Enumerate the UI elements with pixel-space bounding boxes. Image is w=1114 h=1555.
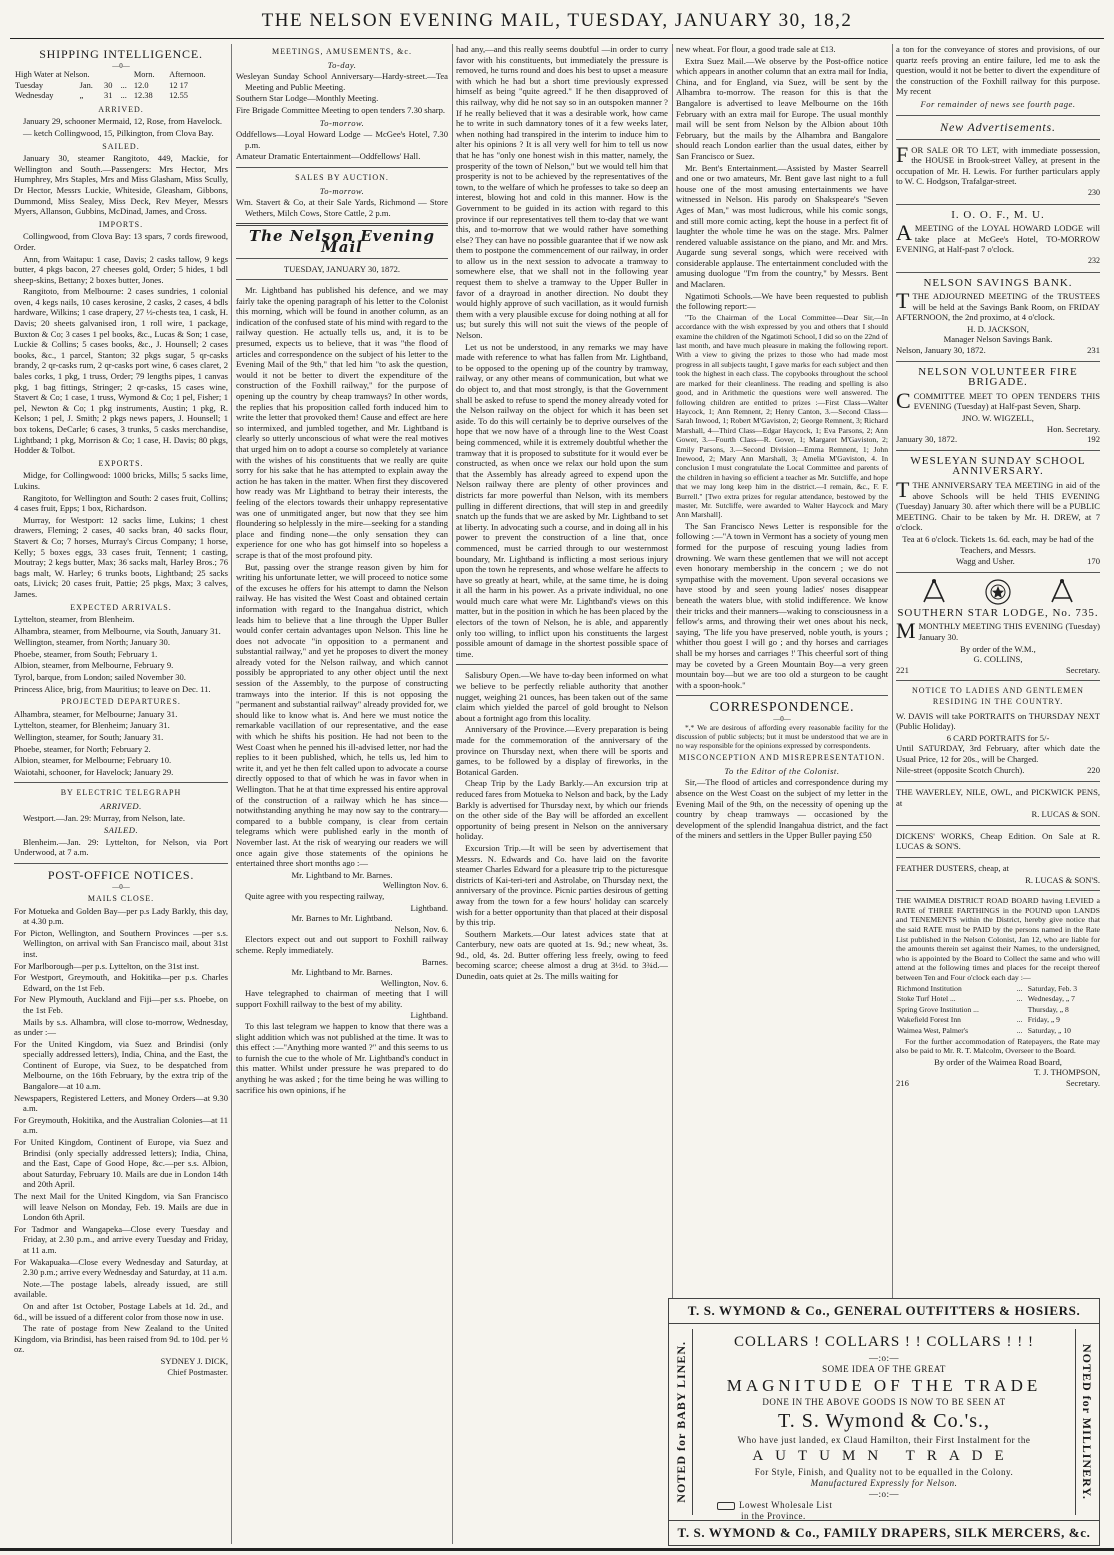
drop-cap: T — [896, 477, 910, 502]
ad-text: Until SATURDAY, 3rd February, after which date the Usual Price, 12 for 20s., will be Charged. — [896, 743, 1100, 764]
section-rule — [896, 825, 1100, 826]
section-rule — [236, 258, 448, 259]
ad-sign-line — [896, 665, 1100, 676]
expected-entry: Phoebe, steamer, from South; February 1. — [14, 648, 158, 659]
post-office-heading: POST-OFFICE NOTICES. — [47, 867, 195, 882]
section-rule — [896, 361, 1100, 362]
tide-label: High Water at Nelson. — [15, 70, 90, 79]
tide-row: Tuesday Jan. 30 ... 12.0 12 17 — [15, 80, 188, 90]
meetings-heading: MEETINGS, AMUSEMENTS, &c. — [272, 47, 412, 56]
arrival-entry: — ketch Collingwood, 15, Pilkington, from Clova Bay. — [23, 127, 214, 138]
telegram-body: Electors expect out and out support to Foxhill railway scheme. Reply immediately. — [236, 934, 448, 955]
section-rule — [896, 890, 1100, 891]
ad-text: THE WAVERLEY, NILE, OWL, and PICKWICK PENS, at — [896, 787, 1100, 808]
mail-entry: For Westport, Greymouth, and Hokitika—per p.s. Charles Edward, on the 1st Feb. — [14, 972, 228, 993]
ad-signature: R. LUCAS & SON'S. — [1025, 874, 1100, 885]
section-rule — [896, 115, 1100, 116]
news-paragraph: Excursion Trip.—It will be seen by advertisement that Messrs. N. Edwards and Co. have laid on the favorite steamer Charles Edward for a pleasure trip to the picturesque districts of Kai-teri-teri and Astrolabe, on Thursday next, the anniversary of the province. Picnic parties desirous of getting away from the town for a few hours' holiday can scarcely wish for a better opportunity than that placed at their disposal by this trip. — [456, 842, 668, 928]
ornament: —0— — [112, 62, 130, 70]
ad-feather-dusters — [896, 863, 1100, 885]
ad-portraits — [896, 711, 1100, 777]
school-report: "To the Chairman of the Local Committee—Dear Sir,—In accordance with the wish expressed by you and others that I should examine the children of the Ngatimoti School, I did so on the 22nd of last month, and have much pleasure in making the following report. With a view to giving the prizes to those who had made most progress in all subjects taught, I gave marks for each subject and then took the highest in each class. The copybooks throughout the school are marked for their cleanliness. The reading and spelling is also good, and in Arithmetic the questions were well answered. The following children are entitled to prizes :—First Class—Walter Haycock, 1; Ann Remnent, 2; Henry Canton, 3.—Second Class—Sarah Inwood, 1; Robert M'Gaviston, 2; George Remnent, 3; Richard Marshall, 4—Third Class—Edgar Haycock, 1; Eva Parsons, 2; Ann Gower, 3.—Fourth Class—R. Gover, 1; Margaret M'Gaviston, 2; Emily Parsons, 3.—Second Division—Emma Remnent, 1; John Inewood, 2; Mary Ann Marshall, 3; Amelia M'Gaviston, 4. In conclusion I must congratulate the Local Committee and parents of the children in having so efficient a teacher as Mr. Sutcliffe, and hope that we may long keep him in the district.—I remain, &c., F. F. Burrell." [Two extra prizes for regular attendance, bestowed by the master, Mr. Sutcliffe, were awarded to Walter Haycock and Mary Ann Marshall]. — [676, 312, 888, 520]
projected-entry: Albion, steamer, for Melbourne; February 10. — [14, 755, 172, 766]
news-paragraph: Southern Markets.—Our latest advices state that at Canterbury, new oats are quoted at 1s. 9d.; new wheat, 3s. 9d., old, 4s. 2d. Butter offering less freely, owing to feed becoming scarce; cheese almost a drug at 3½d. to 3¾d.—Dunedin, oats quiet at 2s. The mills waiting for — [456, 928, 668, 982]
editorial-paragraph: To this last telegram we happen to know that there was a slight addition which was not published at the time. It was to this effect :—"Anything more wanted ?" and this seems to us to furnish the cue to the whole of Mr. Lightband's conduct in this matter. Whilst under pressure he was prepared to do anything he was asked ; for the time being he was willing to sacrifice his own opinions, if he — [236, 1021, 448, 1095]
section-rule — [14, 863, 228, 864]
arrived-heading: ARRIVED. — [98, 104, 144, 114]
section-rule — [676, 695, 888, 696]
ad-southern-star — [896, 618, 1100, 675]
rate-row: Richmond Institution ... Saturday, Feb. 3 — [897, 983, 1078, 993]
letter-body: Sir,—The flood of articles and correspondence during my absence on the West Coast on the subject of my letter in the Evening Mail of the 9th, on the necessity of opening up the country by cheap tramways — occasioned by the development of the splendid Inangahua district, and the fact of the miners and settlers in the Upper Buller paying £50 — [676, 777, 888, 841]
ad-heading: NOTICE TO LADIES AND GENTLEMEN RESIDING IN THE COUNTRY. — [912, 686, 1084, 706]
exports-heading: EXPORTS. — [98, 458, 144, 468]
ad-signature-title: Hon. Secretary. — [1046, 423, 1100, 434]
ad-signature: Wagg and Usher. — [956, 556, 1015, 567]
editorial-date: TUESDAY, JANUARY 30, 1872. — [283, 263, 401, 274]
ad-heading: NELSON SAVINGS BANK. — [923, 276, 1073, 289]
correspondence-heading: CORRESPONDENCE. — [709, 700, 855, 716]
export-entry: Murray, for Westport: 12 sacks lime, Lukins; 1 chest drawers, Fleming; 2 cases, 40 sacks bran, 40 sacks flour, Stavert & Co; 7 horses, Murray's Circus Company; 1 horse, Kelly; 5 boxes eggs, 33 cases fruit, Tennent; 1 casting, Moutray; 2 kegs butter, Max; 36 sacks malt, Harley Bros.; 76 bags malt, W. Harley; 6 trunks boots, Lightband; 25 sacks oats, Livick; 20 cases fruit, Pattie; 25 pkgs, Max; 3 calves, James. — [14, 514, 228, 599]
section-rule — [236, 167, 448, 168]
telegram-heading: Mr. Lightband to Mr. Barnes. — [291, 869, 393, 880]
telegram-body: Quite agree with you respecting railway, — [245, 890, 385, 901]
ad-signature: R. LUCAS & SON. — [1031, 809, 1100, 820]
wymond-advertisement — [668, 1298, 1100, 1546]
ad-text: COMMITTEE MEET TO OPEN TENDERS THIS EVENING (Tuesday) at Half-past Seven, Sharp. — [913, 390, 1100, 412]
wymond-magnitude: MAGNITUDE OF THE TRADE — [726, 1376, 1042, 1395]
drop-cap: C — [896, 387, 911, 413]
ornament: —0— — [112, 882, 130, 891]
ad-sign-line — [896, 556, 1100, 567]
ad-text: DICKENS' WORKS, Cheap Edition. On Sale at R. LUCAS & SON'S. — [896, 830, 1100, 852]
shipping-heading: SHIPPING INTELLIGENCE. — [39, 47, 203, 61]
wymond-left-text: NOTED for BABY LINEN. — [674, 1341, 688, 1503]
section-rule — [14, 782, 228, 783]
rate-row: Stoke Turf Hotel ... ... Wednesday, „ 7 — [897, 994, 1075, 1004]
wymond-top-banner: T. S. WYMOND & Co., GENERAL OUTFITTERS & HOSIERS. — [669, 1299, 1099, 1324]
news-continued: new wheat. For flour, a good trade sale at £13. — [676, 44, 836, 54]
expected-entry: Tyrol, barque, from London; sailed November 30. — [14, 672, 186, 683]
mail-entry: The next Mail for the United Kingdom, via San Francisco will leave Nelson on Monday, Feb. 19. Mails are due in London 6th April. — [14, 1191, 228, 1223]
editorial-paragraph: But, passing over the strange reason given by him for writing his unfortunate letter, we will proceed to notice some of the excuses he offers for his attempt to damn the Nelson railway. He has visited the West Coast and obtained certain information with regard to the Inangahua district, which leads him to believe that a line through the Upper Buller would confer certain advantages upon Nelson. This line he does not advocate "in opposition to a permanent and substantial railway," and yet he proposes to divert the money already voted for the Nelson railway, and which cannot possibly be appropriated to any other object until the next session of the Assembly, to the purpose of constructing tramways into the interior. If this is not opposing the "permanent and substantial railway" already provided for, we should like to know what is. And here we must notice the remarkable vacillation of our representative, and the ease with which he shifts his position. He had not been to the West Coast when he penned his ill-advised letter, nor had the replies to it been published, which, he tells us, led him to write it, and yet he then felt called upon to advocate a course directly opposed to that of which he was in favor when in Wellington. That he at that time expressed his entire approval of the construction of a railway which he has since—notwithstanding anything he may now say to the contrary—compared to a bubble company, is clear from certain telegrams which were published early in the month of November last. At the risk of wearying our readers we will once again give those statements of the opinions he entertained three short months ago :— — [236, 561, 448, 869]
telegram-place: Nelson, Nov. 6. — [394, 923, 448, 934]
import-entry: Ann, from Waitapu: 1 case, Davis; 2 casks tallow, 9 kegs butter, 4 pkgs bacon, 27 cheeses gold, Order; 5 hides, 1 bdl sheep-skins, Bettany; 2 boxes butter, Jones. — [14, 253, 228, 285]
wymond-idea: SOME IDEA OF THE GREAT — [822, 1364, 946, 1374]
ad-heading: NELSON VOLUNTEER FIRE BRIGADE. — [918, 365, 1078, 389]
section-rule — [896, 204, 1100, 205]
sailed-heading: SAILED. — [102, 141, 140, 151]
news-paragraph: Extra Suez Mail.—We observe by the Post-office notice which appears in another column that an extra mail for India, China, and for England, via Suez, will be sent by the Alhambra to-morrow. The reason for this is that the Bangalore is advertised to leave Melbourne on the 16th February with an extra mail for Europe. The usual monthly mail will be sent from Nelson by the Albion about 10th February, but the mails by the Alhambra and Bangalore should reach London earlier than the usual dates, either by San Francisco or Suez. — [676, 55, 888, 161]
drop-cap: A — [896, 220, 912, 246]
news-paragraph: Mr. Bent's Entertainment.—Assisted by Master Searrell and one or two amateurs, Mr. Bent gave last night to a full house one of the most amusing entertainments we have witnessed in Nelson. His parody on Shakspeare's "Seven Ages of Man," was most ludicrous, while his comic songs, and still more comic acting, kept the house in a perfect fit of laughter the whole time he was on the stage. Mrs. Palmer rendered valuable assistance on the piano, and Mr. and Mrs. Augarde sung several songs, which were received with considerable applause. The entertainment concluded with the amusing duologue "I'm from the country," by Messrs. Bent and Maclaren. — [676, 162, 888, 290]
ornament: —:o:— — [868, 1489, 899, 1499]
ad-heading: SOUTHERN STAR LODGE, No. 735. — [897, 606, 1099, 619]
page-bottom-rule — [0, 1548, 1114, 1551]
ad-sign-line — [896, 1078, 1100, 1089]
masthead: THE NELSON EVENING MAIL, TUESDAY, JANUARY 30, 18,2 — [261, 10, 853, 31]
ad-number: 221 — [896, 664, 909, 675]
section-rule — [236, 223, 448, 226]
post-note: The rate of postage from New Zealand to the United Kingdom, via Brindisi, has been raised from 9d. to 10d. per ½ oz. — [14, 1323, 228, 1355]
expected-entry: Lyttelton, steamer, from Blenheim. — [14, 614, 135, 625]
editorial-title: The Nelson Evening Mail — [248, 227, 436, 256]
section-rule — [896, 781, 1100, 782]
section-rule — [896, 857, 1100, 858]
ad-text: THE ADJOURNED MEETING of the TRUSTEES will be held at the Savings Bank Room, on FRIDAY AFTERNOON, the 2nd proximo, at 4 o'clock. — [896, 291, 1100, 323]
ad-text: For the further accommodation of Ratepayers, the Rate may also be paid to Mr. R. T. Malcolm, Overseer to the Board. — [896, 1036, 1100, 1056]
editorial-continued: had any,—and this really seems doubtful —in order to curry favor with his constituents, but immediately the pressure is removed, he turns round and does his best to upset a measure with which he had but a short time previously expressed himself as being "quite agreed." If he then disapproved of this railway, why did he not say so in an outspoken manner ? If he really believed that it was a desirable work, how came he to write in such damnatory tones of it a few weeks later, when nothing had transpired in the interim to induce him to alter his opinions ? It is all very well for him to tell us now that he has "only one honest wish in this matter, namely, the prosperity of the town of Nelson," but we would tell him that prosperity is not to be achieved by the representatives of the town, to the welfare of which he professes to take so deep an interest, blowing hot and cold in this manner. How is the Government to be guided in its action with regard to this province if our representatives tell them to-day that we want this, and to-morrow that we would rather have something else? They can have no possible guarantee that if we now ask them to postpone the commencement of our railway, in order to allow us in the next session to advocate a tramway to somewhere else, that we shall not in the following year request them to shelve a tramway to the Upper Buller in favor of a drayroad in another direction. No doubt they would highly approve of such vacillation, as it would furnish them with a very plausible excuse for doing nothing at all for us; but surely this will not suit the views of the people of Nelson. — [456, 44, 668, 341]
lodge-emblems — [896, 578, 1100, 606]
ad-number: 192 — [1087, 434, 1100, 445]
projected-entry: Phoebe, steamer, for North; February 2. — [14, 743, 151, 754]
ad-dickens — [896, 831, 1100, 852]
ad-oddfellows — [896, 220, 1100, 266]
expected-entry: Alhambra, steamer, from Melbourne, via South, January 31. — [14, 625, 221, 636]
mail-entry: For Greymouth, Hokitika, and the Australian Colonies—at 11 a.m. — [14, 1114, 228, 1136]
postmaster-title: Chief Postmaster. — [167, 1366, 228, 1377]
mail-entry: For New Plymouth, Auckland and Fiji—per s.s. Phoebe, on the 1st Feb. — [14, 994, 228, 1015]
arrival-entry: January 29, schooner Mermaid, 12, Rose, from Havelock. — [23, 116, 223, 127]
mail-entry: For Motueka and Golden Bay—per p.s Lady Barkly, this day, at 4.30 p.m. — [14, 905, 228, 927]
tide-table — [14, 70, 228, 102]
wymond-landed: Who have just landed, ex Claud Hamilton, their First Instalment for the — [737, 1435, 1031, 1445]
telegraph-entry: Westport.—Jan. 29: Murray, from Nelson, late. — [23, 812, 185, 823]
compass-square-icon — [920, 578, 948, 606]
today-heading: To-day. — [327, 59, 357, 70]
wymond-autumn: AUTUMN TRADE — [752, 1448, 1016, 1464]
section-rule — [236, 279, 448, 280]
mail-entry: For Marlborough—per p.s. Lyttelton, on the 31st inst. — [14, 960, 199, 971]
expected-entry: Wellington, steamer, from North; January 30. — [14, 637, 171, 648]
meeting-entry: Fire Brigade Committee Meeting to open tenders 7.30 sharp. — [236, 104, 446, 115]
export-entry: Midge, for Collingwood: 1000 bricks, Mills; 5 sacks lime, Lukins. — [14, 470, 228, 491]
sailed-entry: January 30, steamer Rangitoto, 449, Mackie, for Wellington and South.—Passengers: Mrs Hector, Mrs Humphrey, Mrs Staples, Mrs and Miss Glasham, Miss Scully, Dr Hector, Messrs Luckie, Whiteside, Gleasham, Gibbons, Dummond, Miss Sealey, Miss Deck, Rev Meyer, Messrs Myers, Allanson, Gubbins, McDinad, James, and Cross. — [14, 153, 228, 217]
column-rule — [452, 44, 453, 1544]
ad-date: January 30, 1872. — [896, 434, 958, 445]
ad-text: MEETING of the LOYAL HOWARD LODGE will take place at McGee's Hotel, TO-MORROW EVENING, at Half-past 7 o'clock. — [896, 223, 1100, 255]
news-paragraph: Cheap Trip by the Lady Barkly.—An excursion trip at reduced fares from Motueka to Nelson and back, by the Lady Barkly is advertised for Thursday next, by which our friends on the other side of the Bay will be afforded an excellent opportunity of being present in Nelson on the anniversary holiday. — [456, 778, 668, 842]
letter-heading: MISCONCEPTION AND MISREPRESENTATION. — [678, 753, 886, 763]
projected-entry: Waiotahi, schooner, for Havelock; January 29. — [14, 766, 174, 777]
wymond-body — [697, 1329, 1071, 1522]
ad-text: MONTHLY MEETING THIS EVENING (Tuesday) January 30. — [918, 621, 1100, 642]
meeting-entry: Southern Star Lodge—Monthly Meeting. — [236, 93, 379, 104]
ad-text: By order of the W.M., — [960, 643, 1036, 654]
telegram-sign: Lightband. — [410, 902, 448, 913]
drop-cap: M — [896, 618, 916, 644]
section-rule — [896, 139, 1100, 140]
imports-heading: IMPORTS. — [98, 219, 144, 229]
meeting-entry: Oddfellows—Loyal Howard Lodge — McGee's Hotel, 7.30 p.m. — [236, 129, 448, 150]
telegraph-heading: BY ELECTRIC TELEGRAPH — [60, 788, 182, 798]
import-entry: Collingwood, from Clova Bay: 13 spars, 7 cords firewood, Order. — [14, 231, 228, 252]
ad-text: 6 CARD PORTRAITS for 5/- — [946, 732, 1050, 743]
section-rule — [896, 572, 1100, 573]
wymond-left-banner — [671, 1329, 693, 1515]
tide-aft: Afternoon. — [169, 70, 206, 79]
wymond-done: DONE IN THE ABOVE GOODS IS NOW TO BE SEEN AT — [762, 1397, 1006, 1407]
projected-entry: Alhambra, steamer, for Melbourne; January 31. — [14, 708, 178, 719]
ad-heading: WESLEYAN SUNDAY SCHOOL ANNIVERSARY. — [910, 454, 1086, 478]
ad-date-line — [896, 345, 1100, 356]
telegram-place: Wellington Nov. 6. — [382, 880, 448, 891]
wymond-collars: COLLARS ! COLLARS ! ! COLLARS ! ! ! — [734, 1334, 1034, 1350]
editorial-paragraph: Mr. Lightband has published his defence, and we may fairly take the opening paragraph of his letter to the Colonist this morning, which will be found in another column, as an indication of the confused state of his mind with regard to the railway question. He actually tells us, and, it is to be presumed, expects us to believe, that it was "the flood of articles and correspondence on the subject of his letter to the Evening Mail of the 9th," that led him "to ask the question, would it not be better to divert the expenditure of the construction of the Foxhill railway," for the purpose of opening up the country by cheap tramways? In other words, the replies that his proposition called forth induced him to write the letter that provoked them! Cause and effect are here so intermixed, and jumbled together, and Mr. Lightband is clearly so utterly unconscious of what were the real motives that urged him on to adopt a course so completely at variance with the wishes of his constituents that we really are quite sorry for his sake that he has attempted to explain away the action he has taken in the matter. When first they discovered how ready was Mr Lightband to betray their interests, the feeling of the electors towards their unhappy representative was one of unmitigated anger, but now that they see him floundering so helplessly in the mire—seeking for a standing place and finding none—the only sensation they can experience for one who has got himself into so hopeless a scrape is that of the most profound pity. — [236, 285, 448, 560]
wymond-style: For Style, Finish, and Quality not to be equalled in the Colony. — [754, 1467, 1014, 1477]
column-advertisements — [896, 44, 1100, 1294]
ad-date-line — [896, 434, 1100, 445]
mail-entry: For Tadmor and Wangapeka—Close every Tuesday and Friday, at 2.30 p.m., and arrive every Tuesday and Friday, at 11 a.m. — [14, 1223, 228, 1255]
column-rule — [231, 44, 232, 1544]
ad-fire-brigade — [896, 387, 1100, 445]
ad-text: THE WAIMEA DISTRICT ROAD BOARD having LEVIED a RATE of THREE FARTHINGS in the POUND upon LANDS and TENEMENTS within the District, hereby give notice that the said RATE must be PAID by the persons named in the Rate List published in the Nelson Colonist, Jan 12, who are liable for the amounts therein set against their Names, to the undersigned, who is appointed by the Board to Collect the same and who will attend at the following times and places for the receipt thereof between Ten and Four o'clock each day :— — [896, 896, 1100, 982]
ad-pens — [896, 787, 1100, 820]
ad-signature: T. J. THOMPSON, — [1034, 1067, 1100, 1078]
wymond-list-2: in the Province. — [741, 1511, 806, 1521]
ad-signature-title: Manager Nelson Savings Bank. — [943, 334, 1053, 345]
ad-text: Nile-street (opposite Scotch Church). — [896, 765, 1025, 776]
mail-entry: For the United Kingdom, via Suez and Brindisi (only specially addressed letters), India, China, and the East, the Continent of Europe, via Suez, to be despatched from Melbourne, on the 16th February, by the extra trip of the Bangalore—at 10 a.m. — [14, 1038, 228, 1092]
ad-signature: H. D. JACKSON, — [967, 323, 1029, 334]
editorial-paragraph: Let us not be understood, in any remarks we may have made with reference to what has fallen from Mr. Lightband, to be opposed to the opening up of the country by tramway, railway, or any other means of communication, but what we do object to, and that most strongly, is that the Government shall be asked to refuse to spend the money already voted for the Nelson railway on the object for which it has been set aside. To do this will certainly be to deprive ourselves of the hope that we now have of a through line to the West Coast being commenced, while it is extremely doubtful whether the tramway that it is proposed to substitute for it would ever be constructed, as when once we relax our hold upon the sum that the Assembly has already agreed to expend upon the Nelson railway there are plenty of other provinces and districts far more powerful than Nelson, with its members pulling in different directions, that will step in and greedily snatch up the funds that we are asked by Mr. Lightband to set at liberty. In advocating such a course, and in doing all in his power to prevent the construction of a line that, once commenced, must be carried through to our westernmost boundary, Mr. Lightband is inflicting a most serious injury upon the town he represents, and whose welfare he affects to have so greatly at heart, while, at the same time, he is doing it all the harm in his power. As a private individual, no one would much care what were Mr. Lightband's views on this matter, but in the position in which he has been placed by the electors of the town of Nelson, he is able, and apparently only too willing, to inflict upon his constituents the largest possible amount of damage in the shortest possible space of time. — [456, 341, 668, 659]
tide-morn: Morn. — [133, 70, 155, 79]
wymond-right-banner — [1075, 1329, 1097, 1515]
ad-number: 216 — [896, 1077, 909, 1088]
meeting-entry: Wesleyan Sunday School Anniversary—Hardy-street.—Tea Meeting and Public Meeting. — [236, 71, 448, 92]
ad-signature: G. COLLINS, — [973, 654, 1023, 665]
rate-row: Wakefield Forest Inn ... Friday, „ 9 — [897, 1015, 1060, 1025]
expected-entry: Princess Alice, brig, from Mauritius; to leave on Dec. 11. — [14, 683, 211, 694]
ad-sign-line — [896, 765, 1100, 776]
telegram-sign: Barnes. — [421, 956, 448, 967]
rate-schedule — [896, 984, 1100, 1037]
postmaster-name: SYDNEY J. DICK, — [160, 1355, 228, 1366]
ornament: —0— — [773, 715, 791, 724]
ad-number: 230 — [1088, 187, 1100, 197]
section-rule — [896, 272, 1100, 273]
continued-note: For remainder of news see fourth page. — [920, 98, 1076, 109]
ad-date: Nelson, January 30, 1872. — [896, 345, 986, 356]
ad-text: OR SALE OR TO LET, with immediate possession, the HOUSE in Brook-street Valley, at present in the occupation of Mr. H. Lewis. For further particulars apply to W. C. Hodgson, Trafalgar-street. — [896, 144, 1100, 187]
new-ads-heading: New Advertisements. — [940, 119, 1056, 134]
wymond-right-text: NOTED for MILLINERY. — [1080, 1344, 1094, 1500]
mail-entry: Newspapers, Registered Letters, and Money Orders—at 9.30 a.m. — [14, 1092, 228, 1114]
export-entry: Rangitoto, for Wellington and South: 2 cases fruit, Collins; 4 cases fruit, Epps; 1 box, Richardson. — [14, 492, 228, 514]
wymond-list — [697, 1500, 1071, 1511]
ad-number: 170 — [1087, 556, 1100, 567]
ad-signature-title: Secretary. — [1065, 1077, 1100, 1088]
ad-text: Tea at 6 o'clock. Tickets 1s. 6d. each, may be had of the Teachers, and Messrs. — [902, 533, 1094, 555]
telegraph-sailed-heading: SAILED. — [103, 825, 139, 836]
rate-row: Spring Grove Institution ... Thursday, „ 8 — [897, 1004, 1069, 1014]
telegraph-arrived-heading: ARRIVED. — [100, 801, 142, 811]
pointing-hand-icon — [717, 1502, 735, 1510]
expected-heading: EXPECTED ARRIVALS. — [70, 602, 172, 612]
wymond-bottom-banner: T. S. WYMOND & Co., FAMILY DRAPERS, SILK MERCERS, &c. — [669, 1520, 1099, 1545]
ad-number: 232 — [1088, 255, 1100, 265]
post-note: Note.—The postage labels, already issued, are still available. — [14, 1278, 228, 1300]
wymond-manufactured: Manufactured Expressly for Nelson. — [810, 1478, 958, 1488]
tomorrow-heading: To-morrow. — [319, 117, 365, 128]
correspondence-note: *,* We are desirous of affording every reasonable facility for the discussion of public subjects; but it must be understood that we are in no way responsible for the opinions expressed by correspondents. — [676, 723, 888, 751]
section-rule — [896, 450, 1100, 451]
import-entry: Rangitoto, from Melbourne: 2 cases sundries, 1 colonial oven, 4 kegs nails, 10 cases kerosine, 2 casks, 2 cases, 4 bdls hardware, Wilkins; 1 case drapery, 27 ½-chests tea, 1 cask, H. Davis; 20 sheets galvanised iron, 1 roll wire, 1 package, Buxton & Co; 3 cases 1 pel books, &c., Lucas & Son; 1 case, Luckie & Collins; 5 cases books, &c., J. Hounsell; 2 cases books, &c., 1 parcel, Stanton; 32 pkgs sugar, 5 qr-casks brandy, 2 qr-casks rum, 2 qr-casks port wine, 6 cases claret, 2 bales corks, 1 pkg, 1 truss, Order; 79 lengths pipes, 1 canvas pkg, 1 bag fittings, Stringer; 2 qr-casks, 15 cases wine, Stavert & Co; 1 case, 1 truss, Wymond & Co; 1 pel, Fisher; 1 pel, Newton & Co; 1 pkg instruments, Austin; 1 pkg, R. Kelson; 1 pel, J. Smith; 2 pkgs news papers, J. Hounsell; 1 box tokens, DeCarle; 6 cases, 3 trunks, 5 casks merchandise, Lightband; 1 pkg, Morrison & Co; 1 case, H. Davis; 80 pkgs, Hodder & Tolbot. — [14, 286, 228, 456]
telegraph-entry: Blenheim.—Jan. 29: Lyttelton, for Nelson, via Port Underwood, at 7 a.m. — [14, 836, 228, 858]
wymond-name: T. S. Wymond & Co.'s., — [777, 1410, 990, 1432]
ad-heading: I. O. O. F., M. U. — [951, 208, 1045, 221]
compass-square-icon — [1048, 578, 1076, 606]
ad-number: 220 — [1087, 765, 1100, 776]
rate-row: Waimea West, Palmer's ... Saturday, „ 10 — [897, 1025, 1071, 1035]
auction-entry: Wm. Stavert & Co, at their Sale Yards, Richmond — Store Wethers, Milch Cows, Store Cattle, 2 p.m. — [236, 197, 448, 218]
news-paragraph: Salisbury Open.—We have to-day been informed on what we believe to be perfectly reliable authority that another nugget, weighing 21 ounces, has been taken out of the same claim which yielded the parcel of gold brought to Nelson about a fortnight ago from this locality. — [456, 670, 668, 723]
ad-text: By order of the Waimea Road Board, — [934, 1056, 1062, 1067]
post-note: On and after 1st October, Postage Labels at 1d. 2d., and 6d., will be issued of a different color from those now in use. — [14, 1300, 228, 1322]
ad-number: 231 — [1087, 345, 1100, 356]
telegram-place: Wellington, Nov. 6. — [380, 977, 448, 988]
ad-text: W. DAVIS will take PORTRAITS on THURSDAY NEXT (Public Holiday). — [896, 710, 1100, 732]
news-paragraph: The San Francisco News Letter is responsible for the following :—"A town in Vermont has a society of young men formed for the purpose of rescuing young ladies from drowning. We warn these gentlemen that we will not accept even honorary membership in the concern ; we do not sympathise with the movement. Upon several occasions we have stood by and seen young ladies' noses disappear beneath the waters blue, with stolid indifference. We know their tricks and their manners—waking to consciousness in a fellow's arms, and throwing their wet ones about his neck, saying, 'The life you have preserved, noble youth, is yours ; whither thou goest I will go ; and thy horses and carriages shall be my horses and carriages !' This cheerful sort of thing may be coveted by a Green Mountain Boy—a very green mountain boy—but we are too old a sturgeon to be caught with a spoon-hook." — [676, 520, 888, 690]
mail-entry: For Picton, Wellington, and Southern Provinces —per s.s. Wellington, on arrival with San Francisco mail, about 31st inst. — [14, 927, 228, 959]
telegram-heading: Mr. Lightband to Mr. Barnes. — [291, 967, 393, 978]
masthead-rule — [10, 38, 1104, 39]
mail-entry: For Wakapuaka—Close every Wednesday and Saturday, at 2.30 p.m.; arrive every Wednesday and Saturday, at 11 a.m. — [14, 1256, 228, 1278]
telegram-heading: Mr. Barnes to Mr. Lightband. — [291, 913, 393, 924]
section-rule — [456, 664, 668, 665]
ad-road-board — [896, 896, 1100, 1088]
lodge-seal-icon — [984, 578, 1012, 606]
letter-to: To the Editor of the Colonist. — [724, 765, 840, 776]
tide-row: Wednesday „ 31 ... 12.38 12.55 — [15, 91, 188, 101]
mail-entry: Mails by s.s. Alhambra, will close to-morrow, Wednesday, as under :— — [14, 1016, 228, 1038]
auction-tomorrow: To-morrow. — [319, 185, 365, 196]
expected-entry: Albion, steamer, from Melbourne, February 9. — [14, 660, 174, 671]
ad-signature: JNO. W. WIGZELL, — [962, 413, 1034, 424]
news-paragraph: Anniversary of the Province.—Every preparation is being made for the commemoration of the anniversary of the province on Thursday next, when there will be sports and games, to be followed by a display of fireworks, in the Botanical Garden. — [456, 724, 668, 777]
projected-entry: Lyttelton, steamer, for Blenheim; January 31. — [14, 720, 170, 731]
ad-for-sale — [896, 141, 1100, 199]
wymond-list-text: Lowest Wholesale List — [739, 1500, 833, 1510]
news-paragraph: Ngatimoti Schools.—We have been requested to publish the following report:— — [676, 290, 888, 312]
projected-entry: Wellington, steamer, for South; January 31. — [14, 732, 164, 743]
ad-text: FEATHER DUSTERS, cheap, at — [896, 863, 1009, 874]
ad-savings-bank — [896, 288, 1100, 356]
column-editorial — [236, 44, 448, 1544]
drop-cap: F — [896, 141, 909, 167]
ad-wesleyan — [896, 477, 1100, 567]
letter-continued: a ton for the conveyance of stores and provisions, of our quartz reefs proving an entire failure, led me to ask the question, would it not be better to divert the expenditure of the construction of the Foxhill railway for this purpose. My recent — [896, 44, 1100, 97]
auction-heading: SALES BY AUCTION. — [295, 172, 389, 182]
mail-entry: For United Kingdom, Continent of Europe, via Suez and Brindisi (only specially addressed letters); India, China, and the East, Cape of Good Hope, &c.—per s.s. Albion, about Saturday, February 10. Mails are due in London 14th and 20th April. — [14, 1137, 228, 1190]
section-rule — [896, 680, 1100, 681]
telegram-sign: Lightband. — [410, 1010, 448, 1021]
ad-signature-title: Secretary. — [1065, 664, 1100, 675]
column-shipping — [14, 44, 228, 1544]
meeting-entry: Amateur Dramatic Entertainment—Oddfellows' Hall. — [236, 151, 421, 162]
ad-text: THE ANNIVERSARY TEA MEETING in aid of the above Schools will be held THIS EVENING (Tuesday) January 30. after which there will be a PUBLIC MEETING. Chair to be taken by Mr. H. DREW, at 7 o'clock. — [896, 480, 1100, 533]
telegram-body: Have telegraphed to chairman of meeting that I will support Foxhill railway to the best of my ability. — [236, 988, 448, 1009]
column-news — [456, 44, 668, 1544]
drop-cap: T — [896, 288, 910, 314]
column-news-2 — [676, 44, 888, 1294]
mails-close-heading: MAILS CLOSE. — [87, 893, 155, 903]
projected-heading: PROJECTED DEPARTURES. — [61, 697, 181, 707]
ornament: —:o:— — [868, 1353, 899, 1363]
